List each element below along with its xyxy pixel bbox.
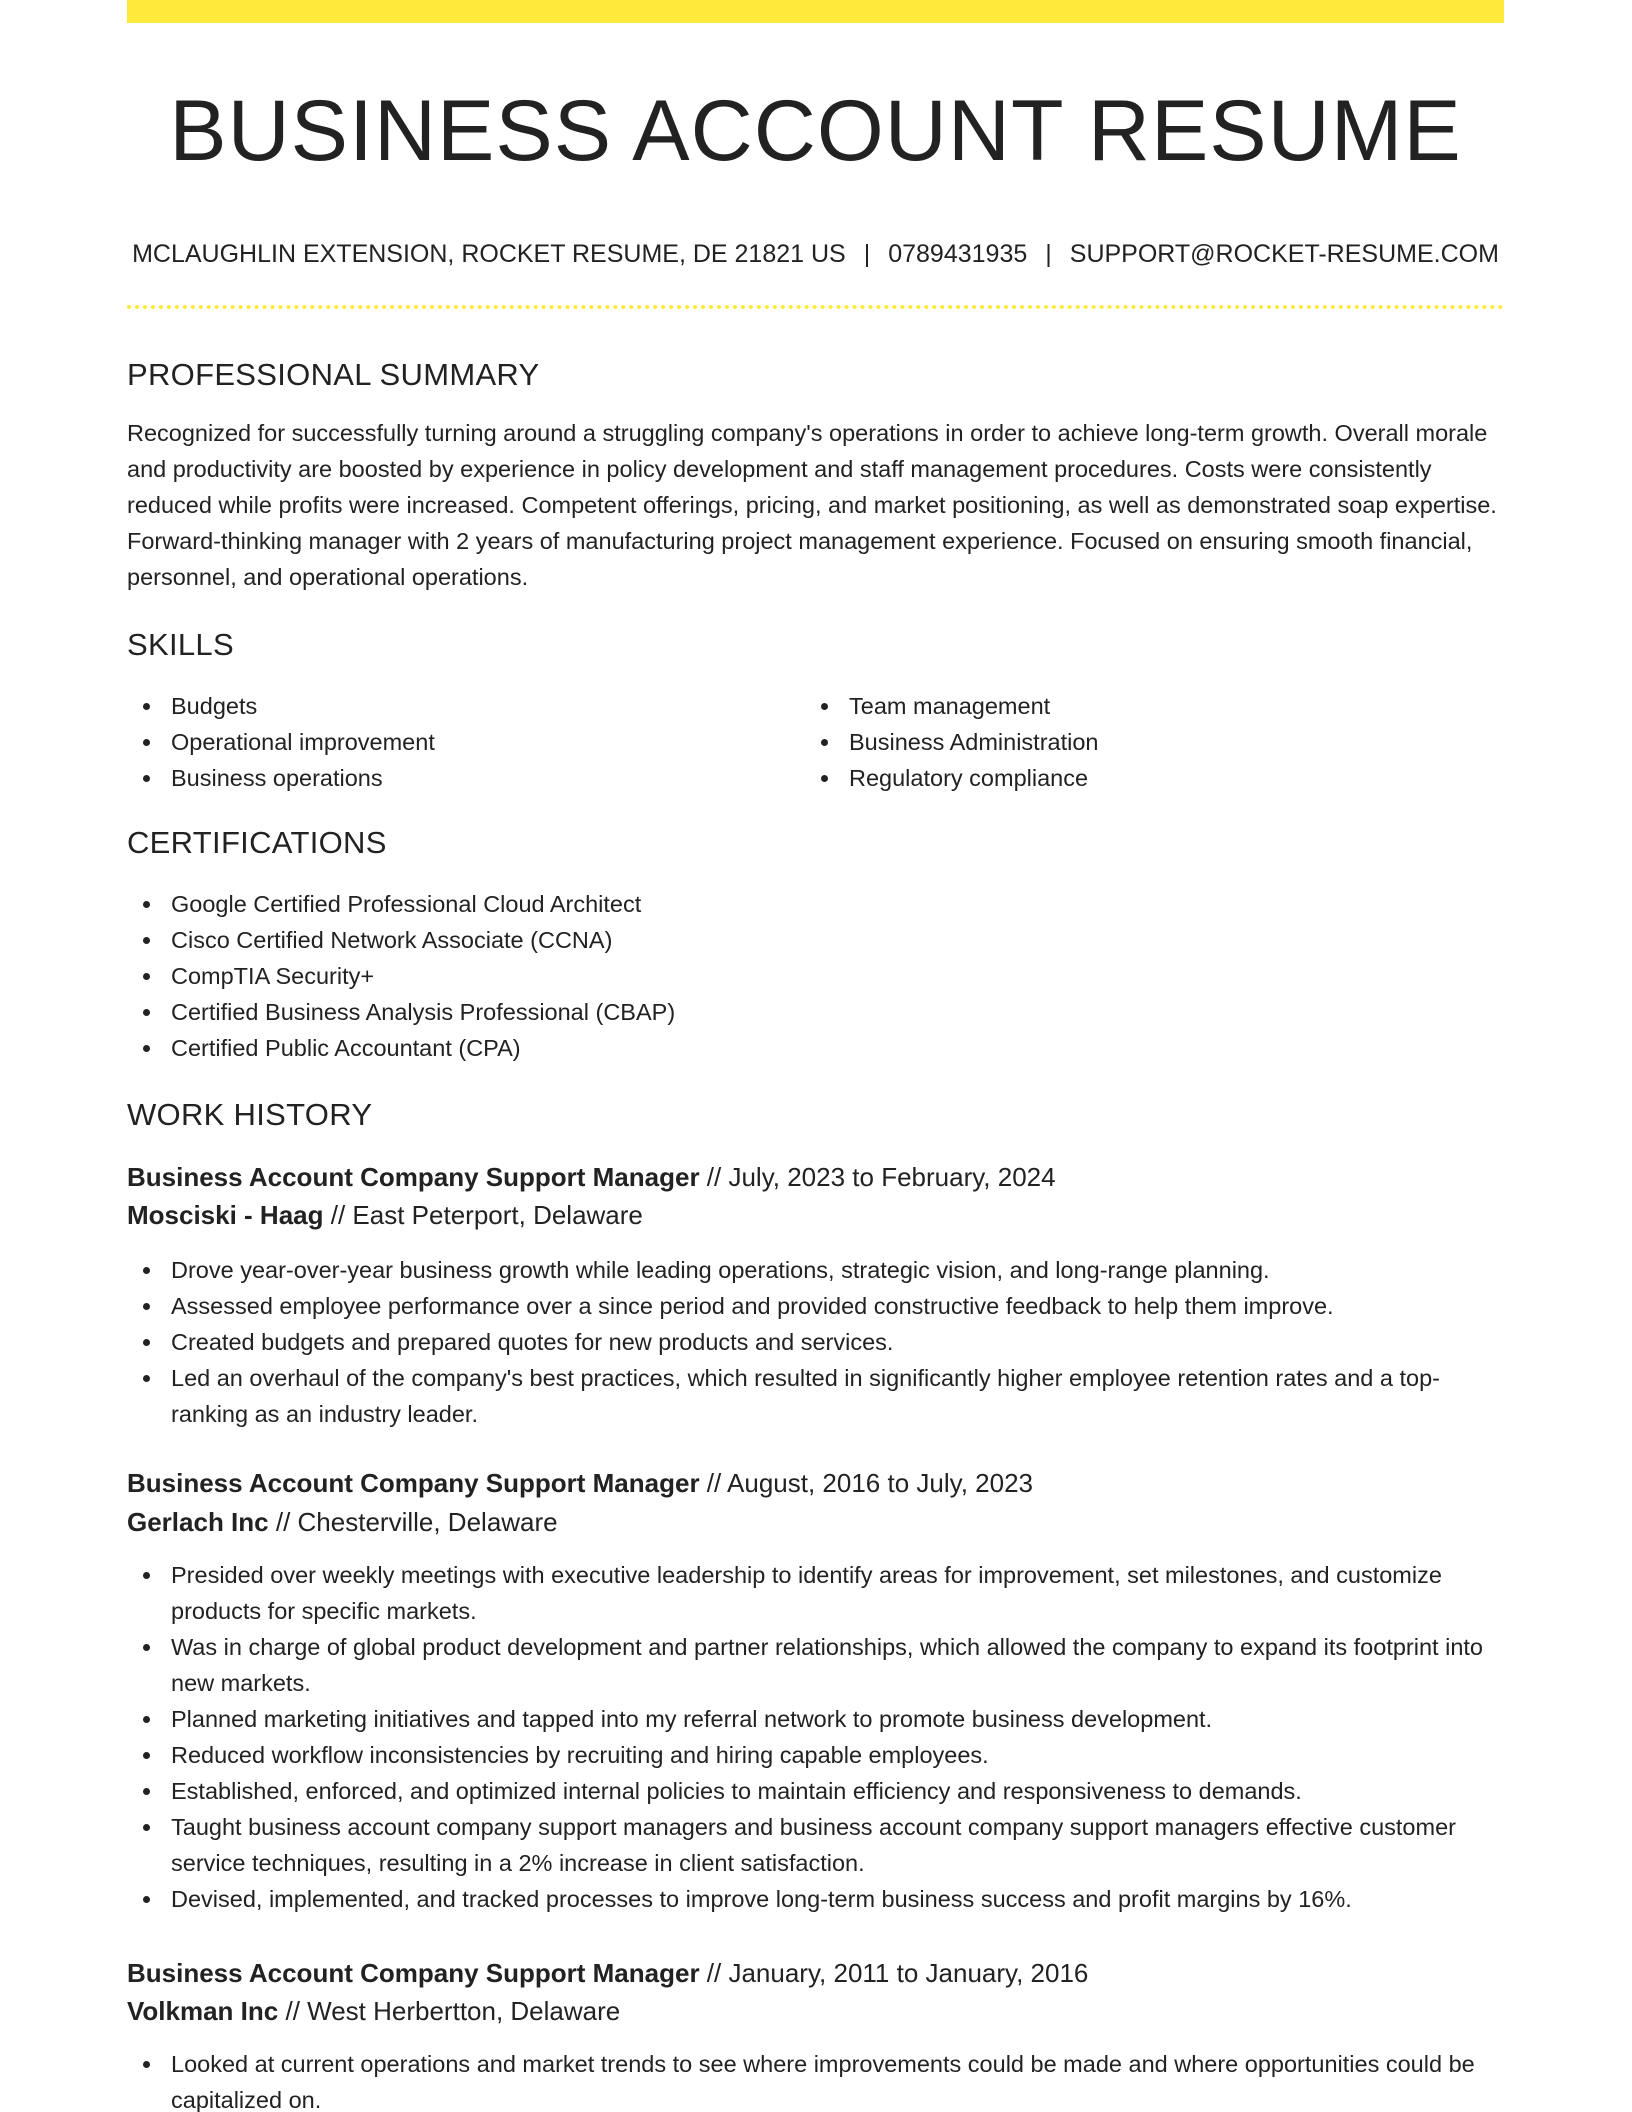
job-duty-item: Assessed employee performance over a since period and provided constructive feedback to help them improve.: [127, 1288, 1504, 1324]
summary-text: Recognized for successfully turning around a struggling company's operations in order to achieve long-term growth. Overall morale and productivity are boosted by experience in policy development and staff management procedures. Costs were consistently reduced while profits were increased. Competent offerings, pricing, and market positioning, as well as demonstrated soap expertise. Forward-thinking manager with 2 years of manufacturing project management experience. Focused on ensuring smooth financial, personnel, and operational operations.: [127, 420, 1497, 590]
contact-phone: 0789431935: [888, 240, 1028, 268]
job-title-line: [127, 1464, 1504, 1502]
job-location: // West Herbertton, Delaware: [285, 1996, 621, 2026]
accent-bar: [127, 0, 1504, 23]
job-company: Mosciski - Haag: [127, 1200, 324, 1230]
work-history-heading: WORK HISTORY: [127, 1097, 373, 1132]
job-title-line: [127, 1158, 1504, 1196]
job-duty-item: Was in charge of global product development and partner relationships, which allowed the company to expand its footprint into new markets.: [127, 1629, 1504, 1701]
job-duty-item: Reduced workflow inconsistencies by recruiting and hiring capable employees.: [127, 1737, 1504, 1773]
job-duty-item: Taught business account company support managers and business account company support managers effective customer service techniques, resulting in a 2% increase in client satisfaction.: [127, 1809, 1504, 1881]
resume-title: BUSINESS ACCOUNT RESUME: [169, 83, 1462, 179]
contact-separator: |: [863, 240, 871, 268]
skill-item: Budgets: [127, 688, 777, 724]
certifications-heading: CERTIFICATIONS: [127, 825, 387, 860]
skills-list-left: [127, 688, 777, 796]
job-duty-item: Devised, implemented, and tracked processes to improve long-term business success and profit margins by 16%.: [127, 1881, 1504, 1917]
skills-list-right: [805, 688, 1455, 796]
contact-email: SUPPORT@ROCKET-RESUME.COM: [1069, 240, 1499, 268]
skill-item: Operational improvement: [127, 724, 777, 760]
job-title: Business Account Company Support Manager: [127, 1958, 700, 1988]
certification-item: CompTIA Security+: [127, 958, 1504, 994]
certifications-list: [127, 886, 1504, 1066]
job-duty-item: Led an overhaul of the company's best practices, which resulted in significantly higher employee retention rates and a top-ranking as an industry leader.: [127, 1360, 1504, 1432]
job-duty-item: Drove year-over-year business growth while leading operations, strategic vision, and long-range planning.: [127, 1252, 1504, 1288]
contact-address: MCLAUGHLIN EXTENSION, ROCKET RESUME, DE 21821 US: [132, 240, 846, 268]
job-company-line: [127, 1196, 1504, 1234]
job-dates: // August, 2016 to July, 2023: [706, 1468, 1033, 1498]
dotted-divider: [127, 305, 1504, 309]
job-title: Business Account Company Support Manager: [127, 1468, 700, 1498]
job-dates: // July, 2023 to February, 2024: [706, 1162, 1056, 1192]
summary-heading: PROFESSIONAL SUMMARY: [127, 357, 540, 392]
job-company-line: [127, 1503, 1504, 1541]
job-company: Volkman Inc: [127, 1996, 279, 2026]
skill-item: Regulatory compliance: [805, 760, 1455, 796]
job-duties-list: [127, 2046, 1504, 2112]
contact-line: [127, 236, 1504, 272]
job-company-line: [127, 1992, 1504, 2030]
certification-item: Cisco Certified Network Associate (CCNA): [127, 922, 1504, 958]
job-duty-item: Looked at current operations and market trends to see where improvements could be made and where opportunities could be capitalized on.: [127, 2046, 1504, 2112]
certification-item: Certified Public Accountant (CPA): [127, 1030, 1504, 1066]
skills-heading: SKILLS: [127, 627, 234, 662]
skill-item: Business Administration: [805, 724, 1455, 760]
skill-item: Team management: [805, 688, 1455, 724]
job-location: // Chesterville, Delaware: [275, 1507, 558, 1537]
certification-item: Google Certified Professional Cloud Architect: [127, 886, 1504, 922]
job-company: Gerlach Inc: [127, 1507, 269, 1537]
skill-item: Business operations: [127, 760, 777, 796]
job-title-line: [127, 1954, 1504, 1992]
job-dates: // January, 2011 to January, 2016: [706, 1958, 1089, 1988]
job-duties-list: [127, 1557, 1504, 1917]
job-title: Business Account Company Support Manager: [127, 1162, 700, 1192]
job-duty-item: Created budgets and prepared quotes for new products and services.: [127, 1324, 1504, 1360]
job-duty-item: Planned marketing initiatives and tapped into my referral network to promote business development.: [127, 1701, 1504, 1737]
job-location: // East Peterport, Delaware: [330, 1200, 643, 1230]
job-duty-item: Established, enforced, and optimized internal policies to maintain efficiency and responsiveness to demands.: [127, 1773, 1504, 1809]
job-duties-list: [127, 1252, 1504, 1432]
job-duty-item: Presided over weekly meetings with executive leadership to identify areas for improvement, set milestones, and customize products for specific markets.: [127, 1557, 1504, 1629]
certification-item: Certified Business Analysis Professional (CBAP): [127, 994, 1504, 1030]
contact-separator: |: [1045, 240, 1052, 268]
